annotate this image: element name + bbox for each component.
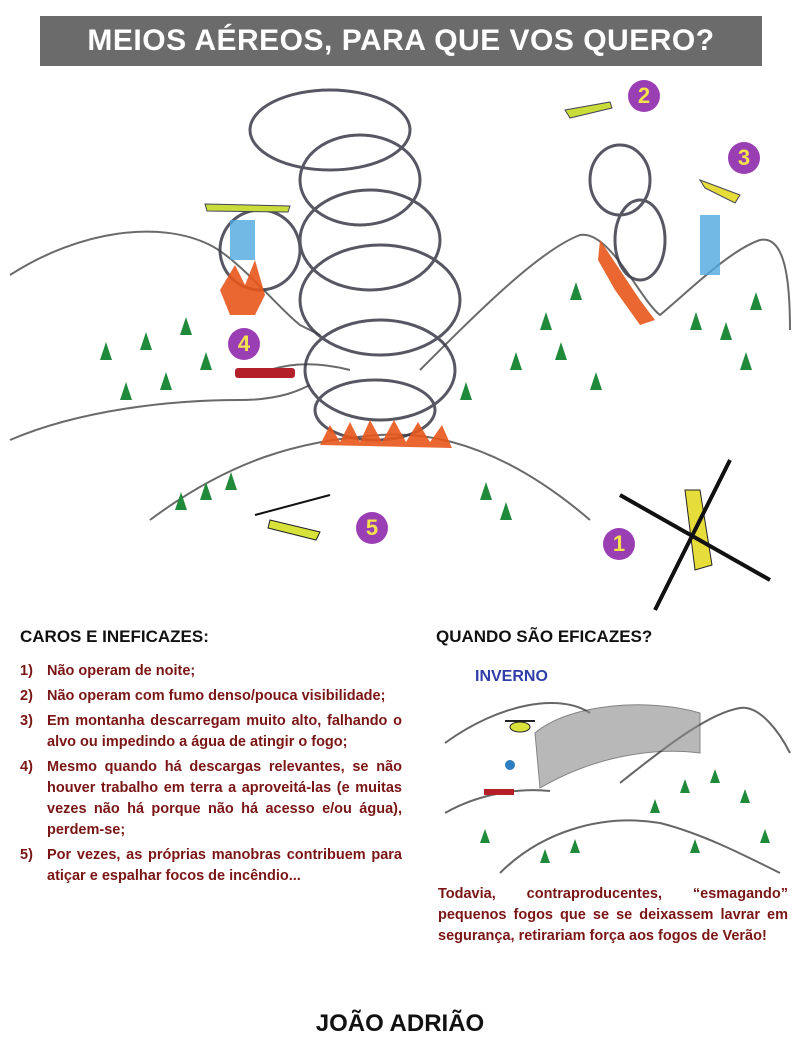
fire-trucks: [235, 368, 295, 378]
marker-4: 4: [228, 328, 260, 360]
marker-2: 2: [628, 80, 660, 112]
item-number: 2): [20, 688, 33, 704]
season-label: INVERNO: [475, 668, 548, 685]
item-text: Em montanha descarregam muito alto, falhando o alvo ou impedindo a água de atingir o fogo;: [47, 713, 402, 750]
effective-section: [436, 627, 788, 647]
costs-heading: CAROS E INEFICAZES:: [20, 627, 209, 646]
item-text: Não operam de noite;: [47, 663, 196, 679]
fire-flames: [220, 240, 655, 448]
item-number: 3): [20, 713, 33, 729]
item-text: Mesmo quando há descargas relevantes, se não houver trabalho em terra a aproveitá-las (e muitas vezes não há porque não há acesso e/ou água), perdem-se;: [47, 759, 402, 838]
poster-title: MEIOS AÉREOS, PARA QUE VOS QUERO?: [40, 16, 762, 66]
item-text: Não operam com fumo denso/pouca visibilidade;: [47, 688, 386, 704]
list-item: [20, 711, 402, 753]
wildfire-illustration: [0, 70, 800, 620]
costs-section: [20, 627, 402, 891]
marker-1: 1: [603, 528, 635, 560]
list-item: [20, 845, 402, 887]
item-number: 4): [20, 759, 33, 775]
mountain-outlines: [10, 232, 790, 520]
list-item: [20, 686, 402, 707]
list-item: [20, 661, 402, 682]
conclusion-text: Todavia, contraproducentes, “esmagando” pequenos fogos que se se deixassem lavrar em segurança, retirariam força aos fogos de Verão!: [438, 886, 788, 944]
item-number: 1): [20, 663, 33, 679]
item-number: 5): [20, 847, 33, 863]
author-name: JOÃO ADRIÃO: [315, 1010, 485, 1037]
marker-5: 5: [356, 512, 388, 544]
list-item: [20, 757, 402, 841]
marker-3: 3: [728, 142, 760, 174]
costs-list: [20, 661, 402, 887]
winter-illustration: [440, 693, 792, 875]
effective-heading: QUANDO SÃO EFICAZES?: [436, 627, 653, 646]
item-text: Por vezes, as próprias manobras contribuem para atiçar e espalhar focos de incêndio...: [47, 847, 402, 884]
aircraft: [205, 102, 770, 610]
